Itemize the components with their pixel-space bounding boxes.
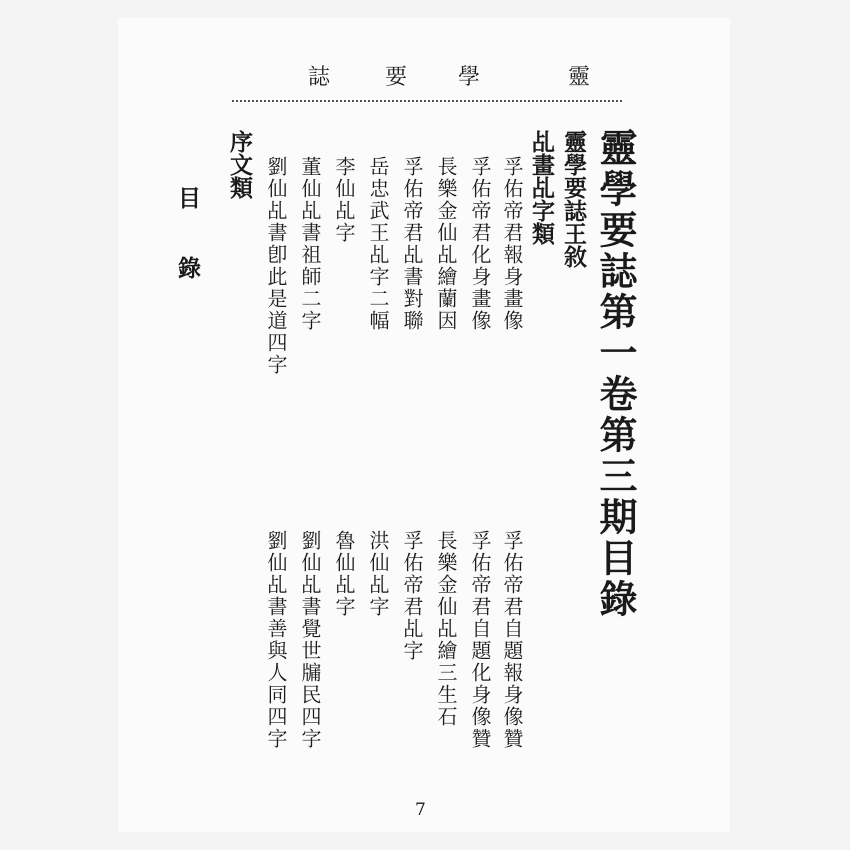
toc-entry: 董仙乩書祖師二字	[298, 156, 322, 332]
toc-entry: 孚佑帝君自題報身像贊	[500, 530, 524, 750]
toc-entry: 孚佑帝君乩書對聯	[400, 156, 424, 332]
document-page	[118, 18, 730, 832]
section-heading-mulu: 目 錄	[174, 186, 201, 289]
header-char: 要	[385, 65, 410, 90]
toc-entry: 孚佑帝君乩字	[400, 530, 424, 662]
toc-entry: 劉仙乩書覺世牖民四字	[298, 530, 322, 750]
toc-entry: 岳忠武王乩字二幅	[366, 156, 390, 332]
toc-entry: 長樂金仙乩繪三生石	[434, 530, 458, 728]
toc-entry: 孚佑帝君化身畫像	[468, 156, 492, 332]
toc-entry: 劉仙乩書善與人同四字	[264, 530, 288, 750]
header-char: 學	[458, 65, 483, 90]
header-rule	[232, 100, 622, 102]
issue-title: 靈學要誌第一卷第三期目錄	[593, 128, 638, 620]
toc-entry: 孚佑帝君報身畫像	[500, 156, 524, 332]
header-char: 誌	[308, 65, 333, 90]
toc-entry: 洪仙乩字	[366, 530, 390, 618]
header-char: 靈	[568, 65, 593, 90]
toc-entry: 李仙乩字	[332, 156, 356, 244]
page-number: 7	[415, 800, 426, 820]
toc-entry: 長樂金仙乩繪蘭因	[434, 156, 458, 332]
section-heading-shuzi: 乩畫乩字類	[528, 130, 555, 245]
preface-line: 靈學要誌王敘	[560, 130, 587, 268]
running-header	[210, 52, 610, 92]
toc-entry: 孚佑帝君自題化身像贊	[468, 530, 492, 750]
section-heading-xuwen: 序文類	[226, 130, 253, 199]
toc-entry: 魯仙乩字	[332, 530, 356, 618]
toc-entry: 劉仙乩書卽此是道四字	[264, 156, 288, 376]
